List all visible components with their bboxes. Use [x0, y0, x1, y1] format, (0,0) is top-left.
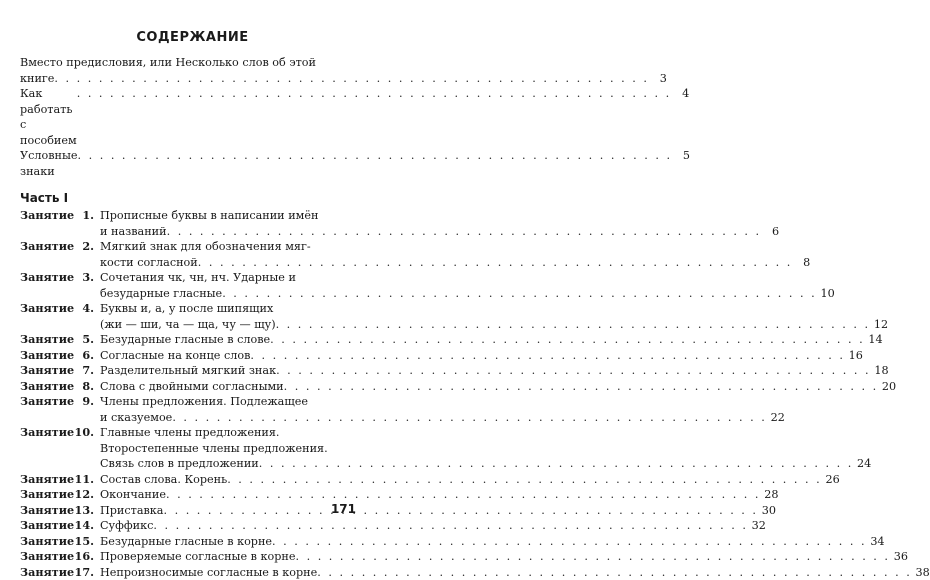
entry-line	[100, 503, 776, 519]
entry-text: (жи — ши, ча — ща, чу — щу)	[100, 317, 276, 333]
lesson-entry[interactable]	[20, 394, 365, 425]
entry-text: книге	[20, 71, 54, 87]
lesson-number: 17.	[75, 565, 100, 580]
lesson-entry[interactable]	[20, 425, 365, 472]
lesson-entry[interactable]	[20, 487, 365, 503]
entry-line	[100, 239, 810, 255]
entry-page: 10	[817, 286, 835, 302]
lesson-number: 13.	[75, 503, 100, 519]
entry-text: Главные члены предложения.	[100, 425, 279, 441]
entry-line	[100, 379, 896, 395]
lesson-word: Занятие	[20, 208, 82, 239]
toc-entry[interactable]	[20, 86, 365, 148]
dot-leader	[54, 71, 649, 87]
lesson-word: Занятие	[20, 270, 82, 301]
lesson-number: 16.	[75, 549, 100, 565]
lesson-word: Занятие	[20, 503, 75, 519]
entry-page: 32	[748, 518, 766, 534]
entry-line	[20, 86, 689, 148]
entry-text: Непроизносимые согласные в корне	[100, 565, 317, 580]
dot-leader	[259, 456, 854, 472]
entry-line	[100, 549, 908, 565]
lesson-entry[interactable]	[20, 208, 365, 239]
lesson-word: Занятие	[20, 301, 82, 332]
lesson-label	[20, 270, 100, 301]
entry-text: Приставка	[100, 503, 163, 519]
contents-heading: СОДЕРЖАНИЕ	[20, 30, 365, 45]
dot-leader	[276, 317, 871, 333]
entry-body	[100, 565, 930, 580]
lesson-label	[20, 208, 100, 239]
entry-text: Условные знаки	[20, 148, 77, 179]
lesson-word: Занятие	[20, 487, 75, 503]
lesson-label	[20, 503, 100, 519]
entry-line	[20, 148, 690, 179]
entry-line	[100, 317, 888, 333]
dot-leader	[198, 255, 793, 271]
entry-body	[100, 534, 885, 550]
entry-line	[100, 224, 779, 240]
dot-leader	[270, 332, 865, 348]
dot-leader	[276, 363, 871, 379]
lesson-label	[20, 348, 100, 364]
entry-body	[100, 332, 883, 348]
lesson-entry[interactable]	[20, 518, 365, 534]
entry-line	[100, 441, 871, 457]
lesson-number: 11.	[75, 472, 100, 488]
dot-leader	[284, 379, 879, 395]
lesson-label	[20, 472, 100, 488]
dot-leader	[317, 565, 912, 580]
lesson-entry[interactable]	[20, 301, 365, 332]
entry-text: Связь слов в предложении	[100, 456, 259, 472]
lesson-entry[interactable]	[20, 534, 365, 550]
dot-leader	[166, 487, 761, 503]
entry-body	[100, 301, 888, 332]
lesson-number: 7.	[82, 363, 100, 379]
entry-body	[100, 394, 785, 425]
lesson-word: Занятие	[20, 332, 82, 348]
dot-leader	[153, 518, 748, 534]
lesson-number: 1.	[82, 208, 100, 239]
lesson-word: Занятие	[20, 425, 75, 472]
entry-line	[100, 363, 889, 379]
lesson-entry[interactable]	[20, 565, 365, 580]
lesson-number: 14.	[75, 518, 100, 534]
lesson-number: 6.	[82, 348, 100, 364]
lesson-number: 9.	[82, 394, 100, 425]
entry-line	[100, 394, 785, 410]
lesson-label	[20, 549, 100, 565]
lesson-word: Занятие	[20, 394, 82, 425]
lesson-word: Занятие	[20, 239, 82, 270]
entry-page: 6	[761, 224, 779, 240]
lesson-entry[interactable]	[20, 239, 365, 270]
entry-text: безударные гласные	[100, 286, 222, 302]
dot-leader	[77, 86, 672, 102]
entry-page: 18	[871, 363, 889, 379]
entry-text: Проверяемые согласные в корне	[100, 549, 295, 565]
entry-line	[100, 456, 871, 472]
lesson-label	[20, 518, 100, 534]
entry-page: 12	[870, 317, 888, 333]
entry-page: 38	[912, 565, 930, 580]
entry-page: 4	[671, 86, 689, 102]
entry-page: 16	[845, 348, 863, 364]
dot-leader	[77, 148, 672, 164]
entry-line	[100, 255, 810, 271]
lesson-label	[20, 301, 100, 332]
entry-line	[100, 518, 766, 534]
lesson-word: Занятие	[20, 363, 82, 379]
entry-page: 24	[853, 456, 871, 472]
entry-line	[100, 565, 930, 580]
entry-page: 36	[890, 549, 908, 565]
lesson-entry[interactable]	[20, 270, 365, 301]
entry-body	[100, 379, 896, 395]
lesson-entry[interactable]	[20, 472, 365, 488]
entry-body	[20, 55, 667, 86]
lesson-number: 12.	[75, 487, 100, 503]
entry-body	[20, 86, 689, 148]
lesson-label	[20, 379, 100, 395]
entry-body	[100, 348, 863, 364]
lesson-entry[interactable]	[20, 379, 365, 395]
entry-body	[100, 518, 766, 534]
entry-body	[100, 549, 908, 565]
lesson-word: Занятие	[20, 565, 75, 580]
entry-text: Члены предложения. Подлежащее	[100, 394, 308, 410]
entry-body	[100, 503, 776, 519]
entry-body	[100, 425, 871, 472]
intro-entries	[20, 55, 365, 179]
entry-line	[100, 301, 888, 317]
entry-text: Согласные на конце слов	[100, 348, 250, 364]
lesson-label	[20, 425, 100, 472]
dot-leader	[172, 410, 767, 426]
entry-text: Суффикс	[100, 518, 153, 534]
entry-page: 5	[672, 148, 690, 164]
dot-leader	[250, 348, 845, 364]
lesson-entries	[20, 208, 365, 580]
lesson-word: Занятие	[20, 348, 82, 364]
lesson-number: 3.	[82, 270, 100, 301]
dot-leader	[222, 286, 817, 302]
entry-line	[100, 410, 785, 426]
entry-text: Слова с двойными согласными	[100, 379, 284, 395]
lesson-number: 5.	[82, 332, 100, 348]
entry-page: 28	[760, 487, 778, 503]
entry-text: Безударные гласные в слове	[100, 332, 270, 348]
entry-text: Как работать с пособием	[20, 86, 77, 148]
lesson-word: Занятие	[20, 379, 82, 395]
entry-page: 3	[649, 71, 667, 87]
entry-text: и сказуемое	[100, 410, 172, 426]
lesson-entry[interactable]	[20, 348, 365, 364]
toc-entry[interactable]	[20, 148, 365, 179]
lesson-word: Занятие	[20, 472, 75, 488]
entry-page: 20	[878, 379, 896, 395]
lesson-number: 8.	[82, 379, 100, 395]
entry-text: Вместо предисловия, или Несколько слов об этой	[20, 55, 316, 71]
lesson-entry[interactable]	[20, 503, 365, 519]
entry-text: Безударные гласные в корне	[100, 534, 272, 550]
entry-text: и названий	[100, 224, 167, 240]
lesson-number: 15.	[75, 534, 100, 550]
entry-page: 30	[758, 503, 776, 519]
entry-body	[100, 472, 840, 488]
entry-line	[100, 348, 863, 364]
dot-leader	[227, 472, 822, 488]
lesson-word: Занятие	[20, 534, 75, 550]
lesson-entry[interactable]	[20, 549, 365, 565]
entry-line	[100, 332, 883, 348]
entry-page: 34	[867, 534, 885, 550]
dot-leader	[272, 534, 867, 550]
entry-text: Прописные буквы в написании имён	[100, 208, 318, 224]
lesson-entry[interactable]	[20, 332, 365, 348]
page-number: 171	[331, 502, 356, 516]
lesson-entry[interactable]	[20, 363, 365, 379]
entry-body	[100, 239, 810, 270]
entry-line	[100, 487, 778, 503]
entry-text: Сочетания чк, чн, нч. Ударные и	[100, 270, 296, 286]
entry-line	[20, 55, 667, 71]
entry-body	[20, 148, 690, 179]
entry-line	[100, 270, 835, 286]
lesson-label	[20, 394, 100, 425]
entry-text: Окончание	[100, 487, 166, 503]
table-of-contents	[20, 14, 365, 580]
dot-leader	[163, 503, 758, 519]
entry-line	[100, 472, 840, 488]
entry-body	[100, 487, 778, 503]
entry-body	[100, 270, 835, 301]
dot-leader	[295, 549, 890, 565]
entry-body	[100, 363, 889, 379]
entry-page: 22	[767, 410, 785, 426]
part-title: Часть I	[20, 191, 365, 205]
entry-page: 8	[792, 255, 810, 271]
entry-line	[100, 425, 871, 441]
lesson-number: 2.	[82, 239, 100, 270]
entry-page: 14	[865, 332, 883, 348]
entry-text: Второстепенные члены предложения.	[100, 441, 328, 457]
entry-line	[100, 534, 885, 550]
lesson-label	[20, 565, 100, 580]
entry-line	[100, 286, 835, 302]
lesson-label	[20, 534, 100, 550]
dot-leader	[167, 224, 762, 240]
lesson-number: 10.	[75, 425, 100, 472]
lesson-label	[20, 487, 100, 503]
entry-text: Разделительный мягкий знак	[100, 363, 276, 379]
entry-line	[100, 208, 779, 224]
entry-text: Состав слова. Корень	[100, 472, 227, 488]
lesson-word: Занятие	[20, 518, 75, 534]
lesson-label	[20, 363, 100, 379]
lesson-number: 4.	[82, 301, 100, 332]
lesson-label	[20, 239, 100, 270]
entry-line	[20, 71, 667, 87]
lesson-word: Занятие	[20, 549, 75, 565]
entry-text: Мягкий знак для обозначения мяг-	[100, 239, 311, 255]
entry-text: кости согласной	[100, 255, 198, 271]
entry-text: Буквы и, а, у после шипящих	[100, 301, 273, 317]
entry-page: 26	[822, 472, 840, 488]
toc-entry[interactable]	[20, 55, 365, 86]
entry-body	[100, 208, 779, 239]
lesson-label	[20, 332, 100, 348]
